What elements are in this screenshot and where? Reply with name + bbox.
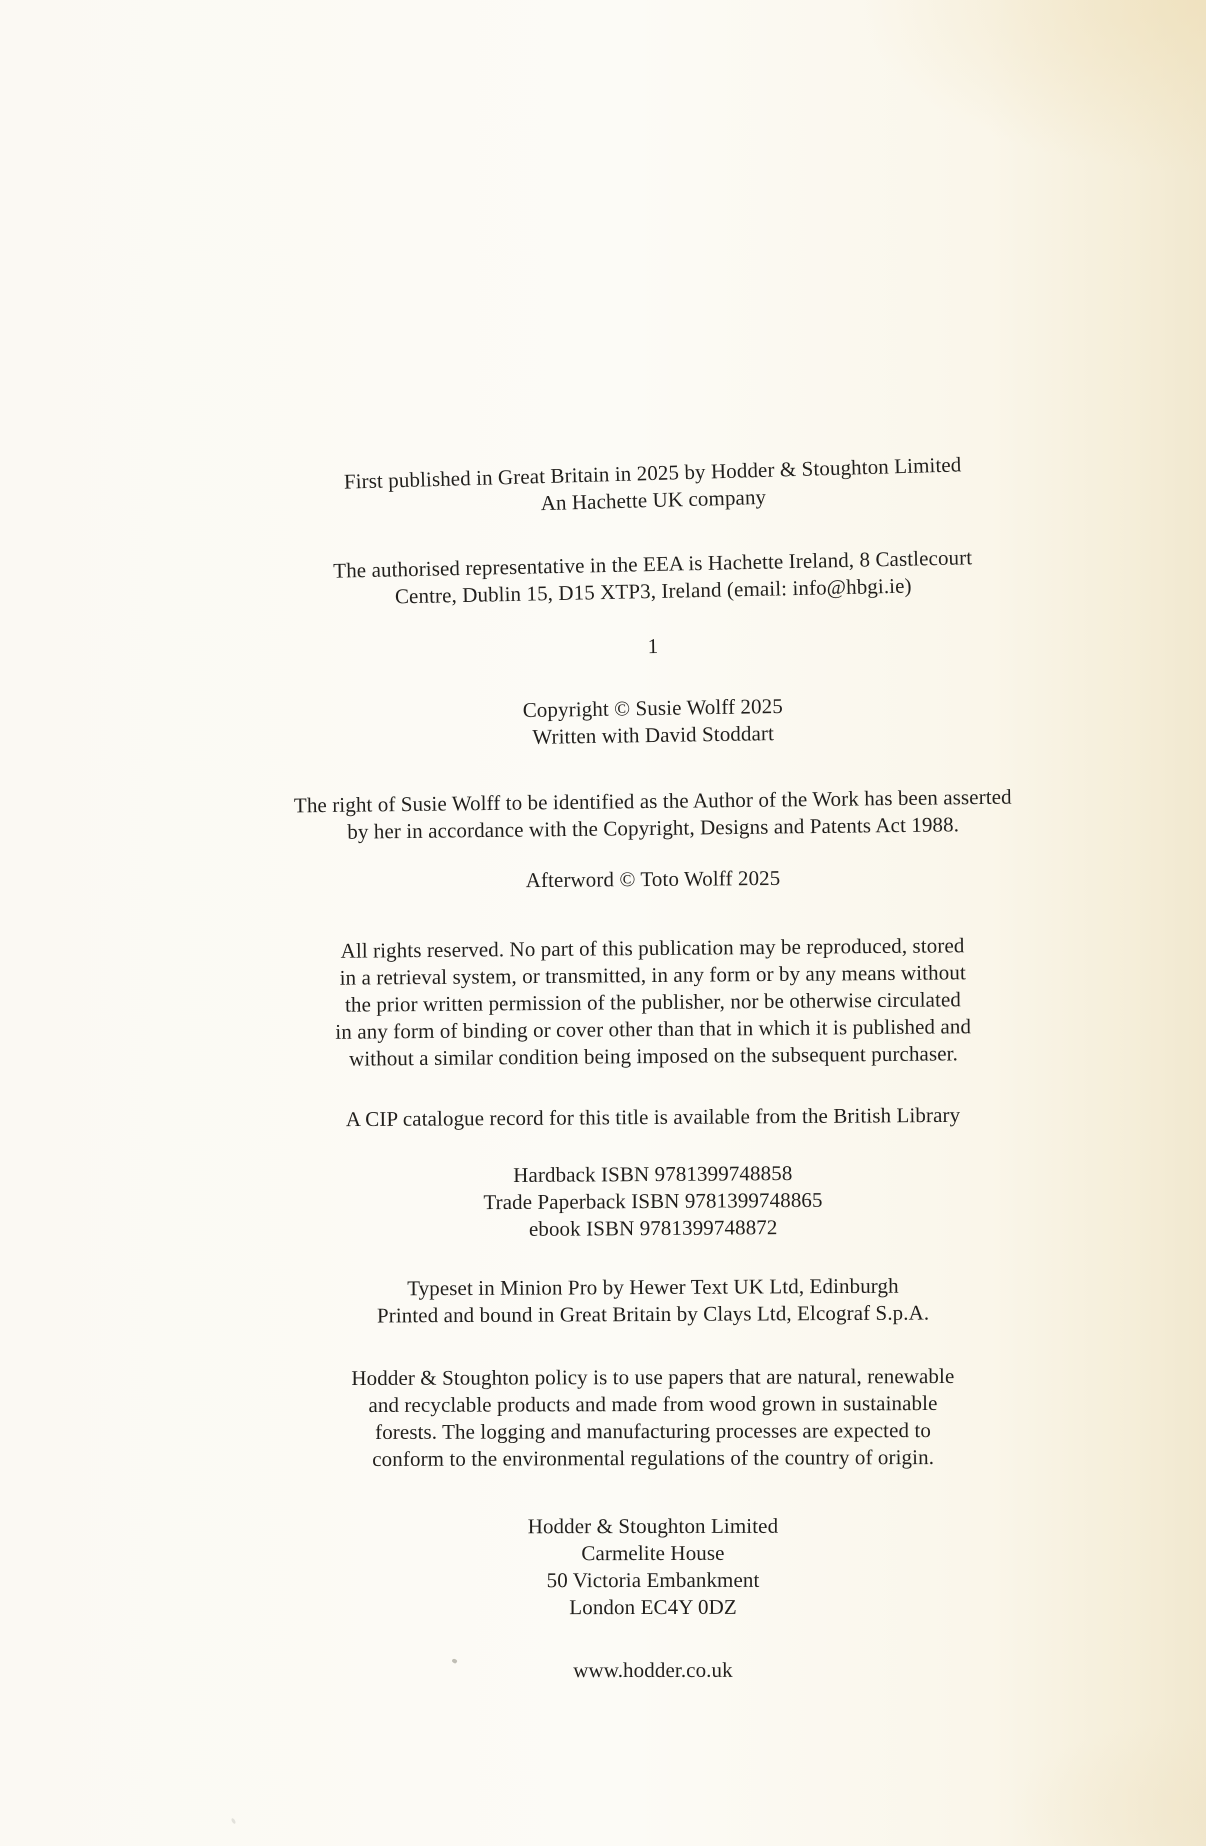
- all-rights-line-4: in any form of binding or cover other than that in which it is published and: [335, 1014, 972, 1044]
- publication-statement: [222, 448, 1083, 526]
- cip-catalogue-notice: A CIP catalogue record for this title is available from the British Library: [345, 1102, 961, 1132]
- copyright-line: Copyright © Susie Wolff 2025: [522, 693, 784, 723]
- copyright-statement: [223, 688, 1084, 756]
- afterword-copyright: Afterword © Toto Wolff 2025: [525, 865, 781, 893]
- isbn-ebook: ebook ISBN 9781399748872: [528, 1215, 778, 1241]
- hachette-company-line: An Hachette UK company: [540, 484, 767, 516]
- publisher-building: Carmelite House: [581, 1540, 725, 1566]
- first-published-line: First published in Great Britain in 2025 by Hodder & Stoughton Limited: [343, 452, 962, 494]
- printed-line: Printed and bound in Great Britain by Clays Ltd, Elcograf S.p.A.: [376, 1300, 930, 1328]
- assertion-line-1: The right of Susie Wolff to be identified as the Author of the Work has been asserted: [293, 784, 1012, 818]
- assertion-line-2: by her in accordance with the Copyright, Designs and Patents Act 1988.: [347, 812, 960, 844]
- policy-line-1: Hodder & Stoughton policy is to use papers that are natural, renewable: [351, 1363, 955, 1391]
- edition-number: 1: [647, 633, 659, 659]
- all-rights-line-5: without a similar condition being imposed on the subsequent purchaser.: [348, 1041, 959, 1071]
- eea-line-1: The authorised representative in the EEA is Hachette Ireland, 8 Castlecourt: [333, 545, 973, 583]
- publisher-address: [223, 1512, 1083, 1622]
- paper-policy-paragraph: [223, 1362, 1083, 1473]
- policy-line-4: conform to the environmental regulations of the country of origin.: [372, 1445, 935, 1471]
- publisher-city-postcode: London EC4Y 0DZ: [569, 1594, 737, 1620]
- policy-line-3: forests. The logging and manufacturing processes are expected to: [375, 1418, 932, 1444]
- publisher-website: www.hodder.co.uk: [573, 1657, 733, 1683]
- eea-line-2: Centre, Dublin 15, D15 XTP3, Ireland (email: info@hbgi.ie): [394, 573, 912, 609]
- scan-speck-small: [231, 1818, 237, 1825]
- written-with-line: Written with David Stoddart: [532, 721, 775, 749]
- all-rights-line-1: All rights reserved. No part of this publication may be reproduced, stored: [340, 933, 965, 963]
- publisher-name: Hodder & Stoughton Limited: [527, 1513, 779, 1539]
- policy-line-2: and recyclable products and made from wood grown in sustainable: [368, 1391, 938, 1417]
- publisher-street: 50 Victoria Embankment: [546, 1567, 760, 1593]
- eea-representative-statement: [223, 542, 1084, 614]
- isbn-list: [223, 1158, 1084, 1245]
- isbn-hardback: Hardback ISBN 9781399748858: [513, 1161, 793, 1187]
- all-rights-line-3: the prior written permission of the publisher, nor be otherwise circulated: [344, 987, 962, 1017]
- all-rights-reserved-paragraph: [222, 931, 1083, 1073]
- typeset-line: Typeset in Minion Pro by Hewer Text UK Ltd, Edinburgh: [407, 1273, 899, 1301]
- production-credits: [223, 1272, 1083, 1331]
- all-rights-line-2: in a retrieval system, or transmitted, in any form or by any means without: [339, 960, 966, 990]
- rights-assertion-statement: [223, 783, 1084, 848]
- isbn-trade-paperback: Trade Paperback ISBN 9781399748865: [483, 1187, 823, 1215]
